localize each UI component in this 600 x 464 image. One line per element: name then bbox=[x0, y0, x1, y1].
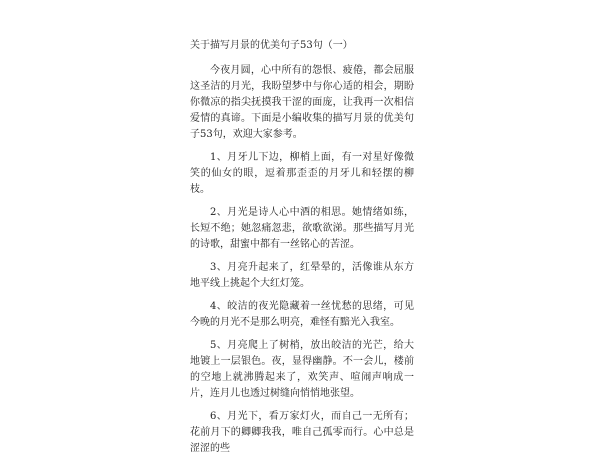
sentence-paragraph-1: 1、月牙儿下边，柳梢上面，有一对星好像微笑的仙女的眼，逗着那歪歪的月牙儿和轻摆的柳枝。 bbox=[190, 152, 414, 195]
sentence-paragraph-6: 6、月光下，看万家灯火，而自己一无所有；花前月下的卿卿我我，唯自己孤零而行。心中总是涩涩的些 bbox=[190, 411, 414, 454]
intro-paragraph: 今夜月圆，心中所有的怨恨、疲倦，都会屈服这圣洁的月光，我盼望梦中与你心适的相会，期盼你微凉的指尖抚摸我干涩的面庞，让我再一次相信爱情的真谛。下面是小编收集的描写月景的优美句子53句，欢迎大家参考。 bbox=[190, 65, 414, 140]
sentence-paragraph-4: 4、皎洁的夜光隐藏着一丝忧愁的思绪，可见今晚的月光不是那么明亮，难怪有黯光入我室。 bbox=[190, 301, 414, 328]
sentence-paragraph-5: 5、月亮爬上了树梢，放出皎洁的光芒，给大地镀上一层银色。夜，显得幽静。不一会儿，楼前的空地上就沸腾起来了，欢笑声、喧闹声响成一片，连月儿也透过树缝向悄悄地张望。 bbox=[190, 340, 414, 399]
sentence-paragraph-2: 2、月光是诗人心中酒的相思。她情绪如练，长短不绝；她忽痛忽悲，欲歌欲涕。那些描写月光的诗歌，甜蜜中都有一丝铭心的苦涩。 bbox=[190, 207, 414, 250]
sentence-paragraph-3: 3、月亮升起来了，红晕晕的，活像谁从东方地平线上挑起个大红灯笼。 bbox=[190, 262, 414, 289]
document-title: 关于描写月景的优美句子53句（一） bbox=[190, 40, 353, 51]
document-body bbox=[190, 38, 414, 464]
